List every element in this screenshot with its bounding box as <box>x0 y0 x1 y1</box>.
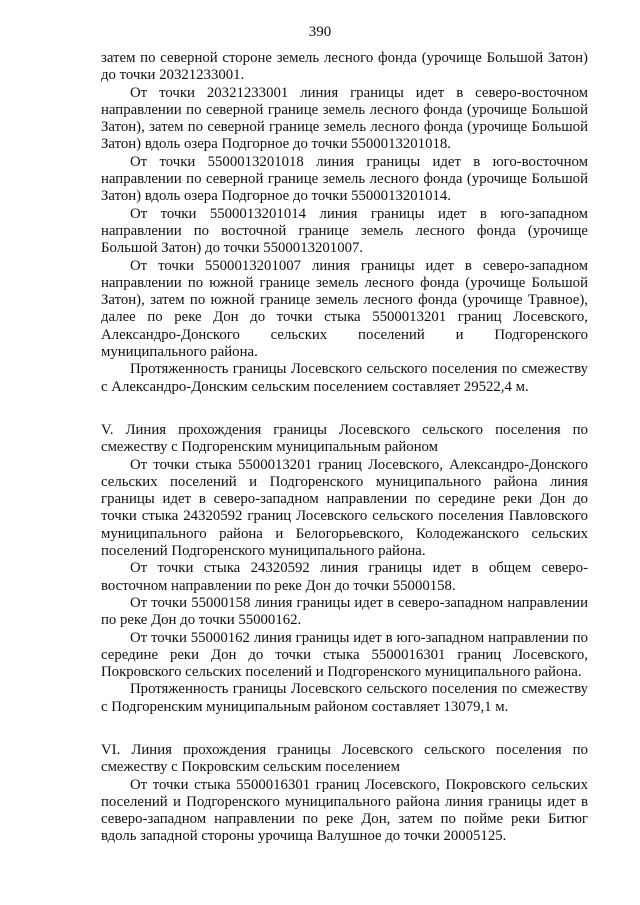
document-body <box>101 50 588 846</box>
paragraph: От точки 5500013201018 линия границы идет в юго-восточном направлении по северной границе земель лесного фонда (урочище Большой Затон) вдоль озера Подгорное до точки 5500013201014. <box>101 153 588 205</box>
paragraph: Протяженность границы Лосевского сельского поселения по смежеству с Подгоренским муниципальным районом составляет 13079,1 м. <box>101 681 588 715</box>
paragraph: От точки 5500013201014 линия границы идет в юго-западном направлении по восточной границе земель лесного фонда (урочище Большой Затон) до точки 5500013201007. <box>101 205 588 257</box>
paragraph: От точки 5500013201007 линия границы идет в северо-западном направлении по южной границе земель лесного фонда (урочище Большой Затон), затем по южной границе земель лесного фонда (урочище Травное), далее по реке Дон до точки стыка 5500013201 границ Лосевского, Александро-Донского сельских поселений и Подгоренского муниципального района. <box>101 257 588 361</box>
paragraph: затем по северной стороне земель лесного фонда (урочище Большой Затон) до точки 20321233001. <box>101 50 588 84</box>
paragraph: От точки 55000162 линия границы идет в юго-западном направлении по середине реки Дон до точки стыка 5500016301 границ Лосевского, Покровского сельских поселений и Подгоренского муниципального района. <box>101 629 588 681</box>
paragraph: От точки стыка 5500016301 границ Лосевского, Покровского сельских поселений и Подгоренского муниципального района линия границы идет в северо-западном направлении по реке Дон, затем по пойме реки Битюг вдоль западной стороны урочища Валушное до точки 20005125. <box>101 776 588 845</box>
section-spacer <box>101 396 588 422</box>
paragraph: От точки 55000158 линия границы идет в северо-западном направлении по реке Дон до точки 55000162. <box>101 594 588 629</box>
paragraph: Протяженность границы Лосевского сельского поселения по смежеству с Александро-Донским сельским поселением составляет 29522,4 м. <box>101 361 588 395</box>
section-heading: VI. Линия прохождения границы Лосевского сельского поселения по смежеству с Покровским сельским поселением <box>101 741 588 776</box>
paragraph: От точки 20321233001 линия границы идет в северо-восточном направлении по северной границе земель лесного фонда (урочище Большой Затон), затем по северной границе земель лесного фонда (урочище Большой Затон) вдоль озера Подгорное до точки 5500013201018. <box>101 84 588 153</box>
paragraph: От точки стыка 5500013201 границ Лосевского, Александро-Донского сельских поселений и Подгоренского муниципального района линия границы идет в северо-западном направлении по середине реки Дон до точки стыка 24320592 границ Лосевского сельского поселения Павловского муниципального района и Белогорьевского, Колодежанского сельских поселений Подгоренского муниципального района. <box>101 456 588 560</box>
paragraph: От точки стыка 24320592 линия границы идет в общем северо-восточном направлении по реке Дон до точки 55000158. <box>101 560 588 594</box>
section-spacer <box>101 716 588 742</box>
section-heading: V. Линия прохождения границы Лосевского сельского поселения по смежеству с Подгоренским муниципальным районом <box>101 421 588 456</box>
page-number: 390 <box>308 24 332 40</box>
